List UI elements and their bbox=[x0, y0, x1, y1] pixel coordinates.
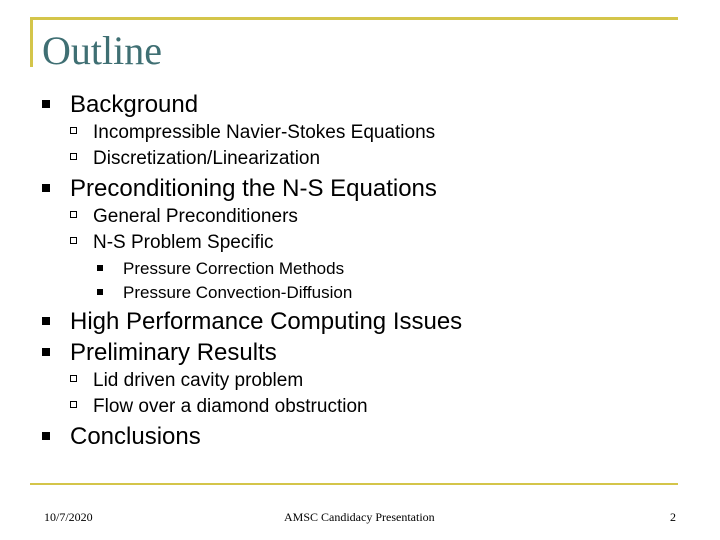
square-bullet-icon bbox=[42, 348, 50, 356]
bullet-item-background bbox=[42, 91, 198, 119]
frame-top-line bbox=[30, 17, 678, 20]
hollow-square-bullet-icon bbox=[70, 127, 77, 134]
bullet-item-conclusions bbox=[42, 423, 201, 451]
bullet-text: High Performance Computing Issues bbox=[70, 308, 463, 335]
square-bullet-icon bbox=[42, 432, 50, 440]
bullet-text: N-S Problem Specific bbox=[93, 232, 274, 253]
slide-title: Outline bbox=[42, 28, 162, 73]
bullet-text: Background bbox=[70, 91, 199, 118]
footer-page-number: 2 bbox=[670, 510, 676, 524]
hollow-square-bullet-icon bbox=[70, 375, 77, 382]
square-bullet-icon bbox=[42, 184, 50, 192]
hollow-square-bullet-icon bbox=[70, 237, 77, 244]
bullet-item-hpc-issues bbox=[42, 308, 462, 336]
bullet-item-pressure-convection bbox=[97, 282, 352, 304]
bullet-item-pressure-correction bbox=[97, 258, 344, 280]
bullet-text: Lid driven cavity problem bbox=[93, 370, 304, 391]
hollow-square-bullet-icon bbox=[70, 401, 77, 408]
small-square-bullet-icon bbox=[97, 289, 103, 295]
bullet-item-general-preconditioners bbox=[70, 205, 298, 229]
bullet-text: Preliminary Results bbox=[70, 339, 277, 366]
bullet-text: Pressure Correction Methods bbox=[123, 259, 345, 278]
hollow-square-bullet-icon bbox=[70, 153, 77, 160]
footer-date: 10/7/2020 bbox=[44, 510, 93, 524]
small-square-bullet-icon bbox=[97, 265, 103, 271]
bullet-item-ns-problem-specific bbox=[70, 231, 274, 255]
bullet-item-preliminary-results bbox=[42, 339, 277, 367]
bullet-item-navier-stokes bbox=[70, 121, 435, 145]
bullet-text: Discretization/Linearization bbox=[93, 148, 321, 169]
square-bullet-icon bbox=[42, 317, 50, 325]
frame-left-line bbox=[30, 17, 33, 67]
bullet-item-discretization bbox=[70, 147, 320, 171]
footer-presentation-title: AMSC Candidacy Presentation bbox=[284, 510, 435, 524]
hollow-square-bullet-icon bbox=[70, 211, 77, 218]
bullet-text: Pressure Convection-Diffusion bbox=[123, 283, 353, 302]
footer-divider-line bbox=[30, 483, 678, 485]
bullet-item-diamond-obstruction bbox=[70, 395, 368, 419]
bullet-text: Preconditioning the N-S Equations bbox=[70, 175, 437, 202]
square-bullet-icon bbox=[42, 100, 50, 108]
bullet-text: General Preconditioners bbox=[93, 206, 298, 227]
bullet-text: Conclusions bbox=[70, 423, 201, 450]
bullet-text: Incompressible Navier-Stokes Equations bbox=[93, 122, 436, 143]
bullet-item-preconditioning bbox=[42, 175, 437, 203]
bullet-text: Flow over a diamond obstruction bbox=[93, 396, 368, 417]
bullet-item-lid-driven-cavity bbox=[70, 369, 303, 393]
